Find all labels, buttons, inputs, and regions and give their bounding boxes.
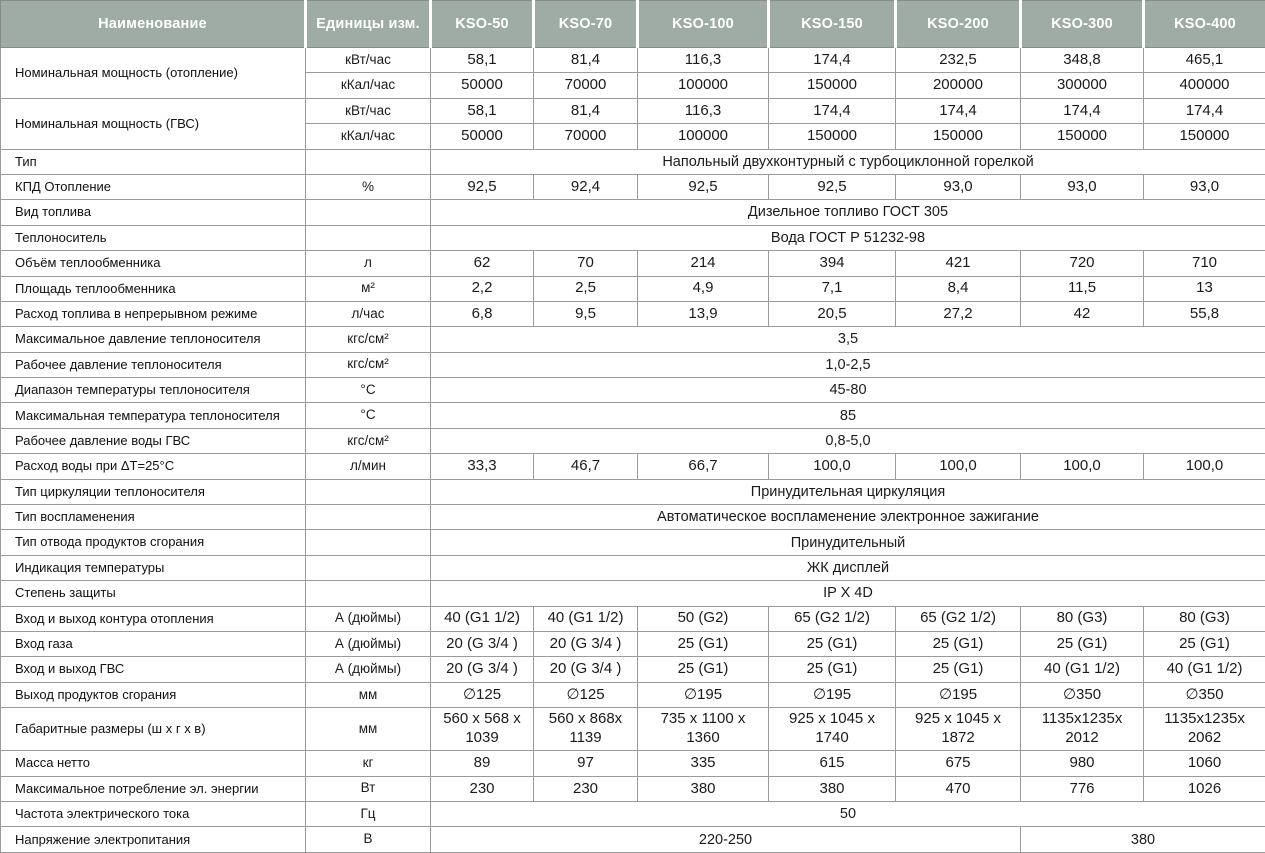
header-kso-300: KSO-300 <box>1021 1 1144 48</box>
value-cell: 348,8 <box>1021 48 1144 73</box>
header-kso-200: KSO-200 <box>896 1 1021 48</box>
value-cell: 13 <box>1144 276 1265 301</box>
value-cell: 1135x1235x 2062 <box>1144 708 1265 751</box>
value-cell: 93,0 <box>896 174 1021 199</box>
value-cell: 230 <box>431 776 534 801</box>
value-cell: 62 <box>431 251 534 276</box>
value-cell: 100000 <box>638 73 769 98</box>
row-label: Максимальная температура теплоносителя <box>1 403 306 428</box>
header-kso-100: KSO-100 <box>638 1 769 48</box>
table-row <box>1 751 1265 776</box>
table-row <box>1 708 1265 751</box>
value-cell: 6,8 <box>431 301 534 326</box>
unit-cell: мм <box>306 682 431 707</box>
value-cell: 380 <box>769 776 896 801</box>
value-cell: 80 (G3) <box>1144 606 1265 631</box>
row-label: Номинальная мощность (ГВС) <box>1 98 306 149</box>
value-cell: 25 (G1) <box>638 657 769 682</box>
value-cell: 80 (G3) <box>1021 606 1144 631</box>
header-kso-400: KSO-400 <box>1144 1 1265 48</box>
value-cell: ∅195 <box>896 682 1021 707</box>
value-cell: ∅125 <box>431 682 534 707</box>
value-cell: 92,5 <box>431 174 534 199</box>
row-label: КПД Отопление <box>1 174 306 199</box>
value-cell: 1060 <box>1144 751 1265 776</box>
table-row <box>1 682 1265 707</box>
value-cell: 380 <box>638 776 769 801</box>
value-cell: 925 x 1045 x 1740 <box>769 708 896 751</box>
value-cell: 8,4 <box>896 276 1021 301</box>
value-cell: 560 x 568 x 1039 <box>431 708 534 751</box>
unit-cell <box>306 479 431 504</box>
value-cell: 33,3 <box>431 454 534 479</box>
table-row <box>1 403 1265 428</box>
value-cell: Автоматическое воспламенение электронное зажигание <box>431 505 1265 530</box>
value-cell: 40 (G1 1/2) <box>534 606 638 631</box>
row-label: Тип циркуляции теплоносителя <box>1 479 306 504</box>
value-cell: 40 (G1 1/2) <box>1144 657 1265 682</box>
value-cell: 230 <box>534 776 638 801</box>
row-label: Частота электрического тока <box>1 802 306 827</box>
table-row <box>1 606 1265 631</box>
value-cell: 380 <box>1021 827 1265 853</box>
value-cell: 776 <box>1021 776 1144 801</box>
value-cell: 40 (G1 1/2) <box>431 606 534 631</box>
value-cell: 50 <box>431 802 1265 827</box>
value-cell: 100,0 <box>1144 454 1265 479</box>
value-cell: ∅195 <box>638 682 769 707</box>
header-kso-70: KSO-70 <box>534 1 638 48</box>
value-cell: 25 (G1) <box>896 631 1021 656</box>
value-cell: ЖК дисплей <box>431 555 1265 580</box>
value-cell: 20 (G 3/4 ) <box>534 657 638 682</box>
table-row <box>1 530 1265 555</box>
table-row <box>1 98 1265 123</box>
value-cell: 93,0 <box>1021 174 1144 199</box>
value-cell: 89 <box>431 751 534 776</box>
value-cell: 66,7 <box>638 454 769 479</box>
value-cell: 925 x 1045 x 1872 <box>896 708 1021 751</box>
unit-cell: А (дюймы) <box>306 606 431 631</box>
table-row <box>1 776 1265 801</box>
unit-cell: кКал/час <box>306 124 431 149</box>
value-cell: 81,4 <box>534 48 638 73</box>
row-label: Тип воспламенения <box>1 505 306 530</box>
row-label: Вход и выход контура отопления <box>1 606 306 631</box>
value-cell: 232,5 <box>896 48 1021 73</box>
value-cell: 710 <box>1144 251 1265 276</box>
unit-cell: л <box>306 251 431 276</box>
value-cell: 81,4 <box>534 98 638 123</box>
spec-table-body <box>1 48 1265 853</box>
row-label: Масса нетто <box>1 751 306 776</box>
value-cell: 20 (G 3/4 ) <box>431 631 534 656</box>
unit-cell <box>306 200 431 225</box>
unit-cell <box>306 505 431 530</box>
value-cell: 7,1 <box>769 276 896 301</box>
value-cell: 421 <box>896 251 1021 276</box>
value-cell: 1135x1235x 2012 <box>1021 708 1144 751</box>
value-cell: 465,1 <box>1144 48 1265 73</box>
value-cell: 335 <box>638 751 769 776</box>
value-cell: 174,4 <box>769 48 896 73</box>
value-cell: 150000 <box>896 124 1021 149</box>
unit-cell: Гц <box>306 802 431 827</box>
value-cell: 9,5 <box>534 301 638 326</box>
unit-cell: кгс/см² <box>306 428 431 453</box>
unit-cell: мм <box>306 708 431 751</box>
value-cell: 174,4 <box>1021 98 1144 123</box>
value-cell: 45-80 <box>431 378 1265 403</box>
value-cell: 42 <box>1021 301 1144 326</box>
value-cell: 25 (G1) <box>769 631 896 656</box>
value-cell: 46,7 <box>534 454 638 479</box>
table-row <box>1 555 1265 580</box>
value-cell: 11,5 <box>1021 276 1144 301</box>
value-cell: 116,3 <box>638 48 769 73</box>
value-cell: 65 (G2 1/2) <box>769 606 896 631</box>
unit-cell: кгс/см² <box>306 327 431 352</box>
row-label: Номинальная мощность (отопление) <box>1 48 306 99</box>
value-cell: 150000 <box>769 124 896 149</box>
header-units: Единицы изм. <box>306 1 431 48</box>
value-cell: 150000 <box>1021 124 1144 149</box>
table-row <box>1 581 1265 606</box>
value-cell: 116,3 <box>638 98 769 123</box>
value-cell: 0,8-5,0 <box>431 428 1265 453</box>
value-cell: 92,5 <box>769 174 896 199</box>
value-cell: 220-250 <box>431 827 1021 853</box>
unit-cell: А (дюймы) <box>306 631 431 656</box>
value-cell: 214 <box>638 251 769 276</box>
unit-cell: л/час <box>306 301 431 326</box>
value-cell: 174,4 <box>769 98 896 123</box>
value-cell: 400000 <box>1144 73 1265 98</box>
unit-cell: кгс/см² <box>306 352 431 377</box>
value-cell: 13,9 <box>638 301 769 326</box>
table-row <box>1 48 1265 73</box>
value-cell: ∅350 <box>1144 682 1265 707</box>
value-cell: Напольный двухконтурный с турбоциклонной горелкой <box>431 149 1265 174</box>
table-row <box>1 378 1265 403</box>
value-cell: 25 (G1) <box>896 657 1021 682</box>
table-row <box>1 505 1265 530</box>
row-label: Рабочее давление теплоносителя <box>1 352 306 377</box>
value-cell: 2,2 <box>431 276 534 301</box>
header-name: Наименование <box>1 1 306 48</box>
row-label: Вид топлива <box>1 200 306 225</box>
value-cell: 150000 <box>769 73 896 98</box>
table-row <box>1 174 1265 199</box>
value-cell: 70000 <box>534 124 638 149</box>
value-cell: 20 (G 3/4 ) <box>534 631 638 656</box>
value-cell: ∅195 <box>769 682 896 707</box>
value-cell: 720 <box>1021 251 1144 276</box>
table-row <box>1 352 1265 377</box>
header-kso-50: KSO-50 <box>431 1 534 48</box>
value-cell: Дизельное топливо ГОСТ 305 <box>431 200 1265 225</box>
table-row <box>1 454 1265 479</box>
value-cell: 70000 <box>534 73 638 98</box>
value-cell: 100,0 <box>769 454 896 479</box>
table-row <box>1 428 1265 453</box>
value-cell: 200000 <box>896 73 1021 98</box>
value-cell: 100000 <box>638 124 769 149</box>
value-cell: 20,5 <box>769 301 896 326</box>
table-row <box>1 327 1265 352</box>
value-cell: 675 <box>896 751 1021 776</box>
unit-cell: А (дюймы) <box>306 657 431 682</box>
value-cell: 300000 <box>1021 73 1144 98</box>
unit-cell: Вт <box>306 776 431 801</box>
value-cell: 25 (G1) <box>1021 631 1144 656</box>
table-row <box>1 301 1265 326</box>
table-row <box>1 631 1265 656</box>
value-cell: 615 <box>769 751 896 776</box>
value-cell: 92,4 <box>534 174 638 199</box>
value-cell: 174,4 <box>896 98 1021 123</box>
row-label: Индикация температуры <box>1 555 306 580</box>
table-row <box>1 276 1265 301</box>
value-cell: Вода ГОСТ Р 51232-98 <box>431 225 1265 250</box>
row-label: Объём теплообменника <box>1 251 306 276</box>
value-cell: 85 <box>431 403 1265 428</box>
value-cell: 735 x 1100 x 1360 <box>638 708 769 751</box>
value-cell: 3,5 <box>431 327 1265 352</box>
value-cell: 27,2 <box>896 301 1021 326</box>
unit-cell: В <box>306 827 431 853</box>
value-cell: 65 (G2 1/2) <box>896 606 1021 631</box>
unit-cell: л/мин <box>306 454 431 479</box>
row-label: Теплоноситель <box>1 225 306 250</box>
value-cell: 980 <box>1021 751 1144 776</box>
value-cell: 1026 <box>1144 776 1265 801</box>
value-cell: 25 (G1) <box>769 657 896 682</box>
unit-cell: кКал/час <box>306 73 431 98</box>
value-cell: 20 (G 3/4 ) <box>431 657 534 682</box>
value-cell: IP X 4D <box>431 581 1265 606</box>
table-row <box>1 200 1265 225</box>
unit-cell <box>306 225 431 250</box>
unit-cell <box>306 149 431 174</box>
value-cell: 100,0 <box>1021 454 1144 479</box>
row-label: Расход воды при ΔТ=25°С <box>1 454 306 479</box>
value-cell: 70 <box>534 251 638 276</box>
value-cell: 1,0-2,5 <box>431 352 1265 377</box>
table-row <box>1 225 1265 250</box>
row-label: Площадь теплообменника <box>1 276 306 301</box>
value-cell: 50 (G2) <box>638 606 769 631</box>
value-cell: 100,0 <box>896 454 1021 479</box>
value-cell: ∅125 <box>534 682 638 707</box>
header-kso-150: KSO-150 <box>769 1 896 48</box>
unit-cell <box>306 530 431 555</box>
row-label: Максимальное давление теплоносителя <box>1 327 306 352</box>
value-cell: 97 <box>534 751 638 776</box>
row-label: Рабочее давление воды ГВС <box>1 428 306 453</box>
value-cell: 58,1 <box>431 48 534 73</box>
value-cell: 150000 <box>1144 124 1265 149</box>
unit-cell: кВт/час <box>306 98 431 123</box>
value-cell: 470 <box>896 776 1021 801</box>
value-cell: 40 (G1 1/2) <box>1021 657 1144 682</box>
value-cell: 174,4 <box>1144 98 1265 123</box>
unit-cell: кг <box>306 751 431 776</box>
table-row <box>1 149 1265 174</box>
value-cell: 560 x 868x 1139 <box>534 708 638 751</box>
table-row <box>1 251 1265 276</box>
unit-cell: % <box>306 174 431 199</box>
value-cell: 4,9 <box>638 276 769 301</box>
value-cell: 394 <box>769 251 896 276</box>
row-label: Габаритные размеры (ш х г х в) <box>1 708 306 751</box>
unit-cell <box>306 581 431 606</box>
value-cell: ∅350 <box>1021 682 1144 707</box>
table-row <box>1 657 1265 682</box>
value-cell: 50000 <box>431 124 534 149</box>
value-cell: 55,8 <box>1144 301 1265 326</box>
value-cell: 93,0 <box>1144 174 1265 199</box>
value-cell: 58,1 <box>431 98 534 123</box>
unit-cell: м² <box>306 276 431 301</box>
unit-cell: °С <box>306 403 431 428</box>
header-row <box>1 1 1265 48</box>
row-label: Степень защиты <box>1 581 306 606</box>
row-label: Тип <box>1 149 306 174</box>
table-row <box>1 802 1265 827</box>
row-label: Расход топлива в непрерывном режиме <box>1 301 306 326</box>
row-label: Вход газа <box>1 631 306 656</box>
unit-cell <box>306 555 431 580</box>
value-cell: Принудительная циркуляция <box>431 479 1265 504</box>
row-label: Напряжение электропитания <box>1 827 306 853</box>
value-cell: 92,5 <box>638 174 769 199</box>
unit-cell: кВт/час <box>306 48 431 73</box>
row-label: Тип отвода продуктов сгорания <box>1 530 306 555</box>
value-cell: 50000 <box>431 73 534 98</box>
row-label: Диапазон температуры теплоносителя <box>1 378 306 403</box>
value-cell: Принудительный <box>431 530 1265 555</box>
row-label: Максимальное потребление эл. энергии <box>1 776 306 801</box>
value-cell: 25 (G1) <box>638 631 769 656</box>
unit-cell: °С <box>306 378 431 403</box>
table-row <box>1 827 1265 853</box>
row-label: Вход и выход ГВС <box>1 657 306 682</box>
row-label: Выход продуктов сгорания <box>1 682 306 707</box>
table-row <box>1 479 1265 504</box>
value-cell: 25 (G1) <box>1144 631 1265 656</box>
value-cell: 2,5 <box>534 276 638 301</box>
